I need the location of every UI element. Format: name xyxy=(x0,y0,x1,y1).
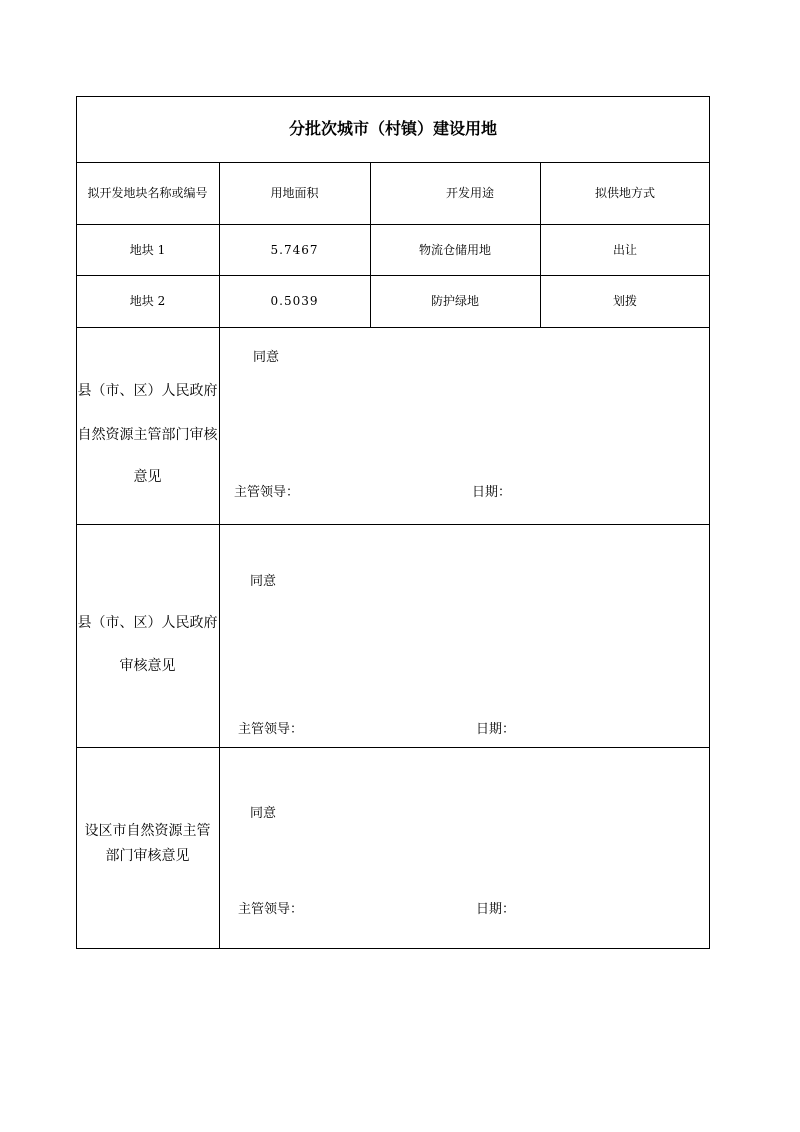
row-1-use: 物流仓储用地 xyxy=(418,243,491,257)
section-1-label-line-3: 意见 xyxy=(133,469,162,485)
section-1-label-line-1: 县（市、区）人民政府 xyxy=(77,383,218,399)
row-1-area: 5.7467 xyxy=(270,243,319,257)
section-1-leader-label: 主管领导： xyxy=(234,485,300,500)
row-divider xyxy=(76,747,710,748)
section-2-label-line-2: 审核意见 xyxy=(119,658,176,674)
header-supply: 拟供地方式 xyxy=(594,186,655,200)
row-1-supply: 出让 xyxy=(612,243,637,257)
row-2-name: 地块 2 xyxy=(129,294,166,308)
section-2-label-line-1: 县（市、区）人民政府 xyxy=(77,615,218,631)
section-2-date-label: 日期： xyxy=(476,722,516,737)
form-title: 分批次城市（村镇）建设用地 xyxy=(288,119,497,138)
column-divider xyxy=(219,162,220,949)
row-divider xyxy=(76,524,710,525)
row-2-supply: 划拨 xyxy=(612,294,637,308)
row-divider xyxy=(76,162,710,163)
row-1-name: 地块 1 xyxy=(129,243,166,257)
row-divider xyxy=(76,224,710,225)
section-3-opinion: 同意 xyxy=(250,806,277,821)
section-3-label-line-1: 设区市自然资源主管 xyxy=(84,823,211,839)
section-1-opinion: 同意 xyxy=(253,350,280,365)
section-1-label-line-2: 自然资源主管部门审核 xyxy=(77,427,218,443)
section-3-date-label: 日期： xyxy=(476,902,516,917)
row-2-use: 防护绿地 xyxy=(430,294,479,308)
row-divider xyxy=(76,275,710,276)
header-area: 用地面积 xyxy=(270,186,319,200)
header-use: 开发用途 xyxy=(445,186,494,200)
row-2-area: 0.5039 xyxy=(270,294,319,308)
section-3-label-line-2: 部门审核意见 xyxy=(105,848,190,864)
row-divider xyxy=(76,327,710,328)
section-1-date-label: 日期： xyxy=(472,485,512,500)
section-2-opinion: 同意 xyxy=(250,574,277,589)
section-2-leader-label: 主管领导： xyxy=(238,722,304,737)
header-plot-name: 拟开发地块名称或编号 xyxy=(87,186,208,200)
section-3-leader-label: 主管领导： xyxy=(238,902,304,917)
